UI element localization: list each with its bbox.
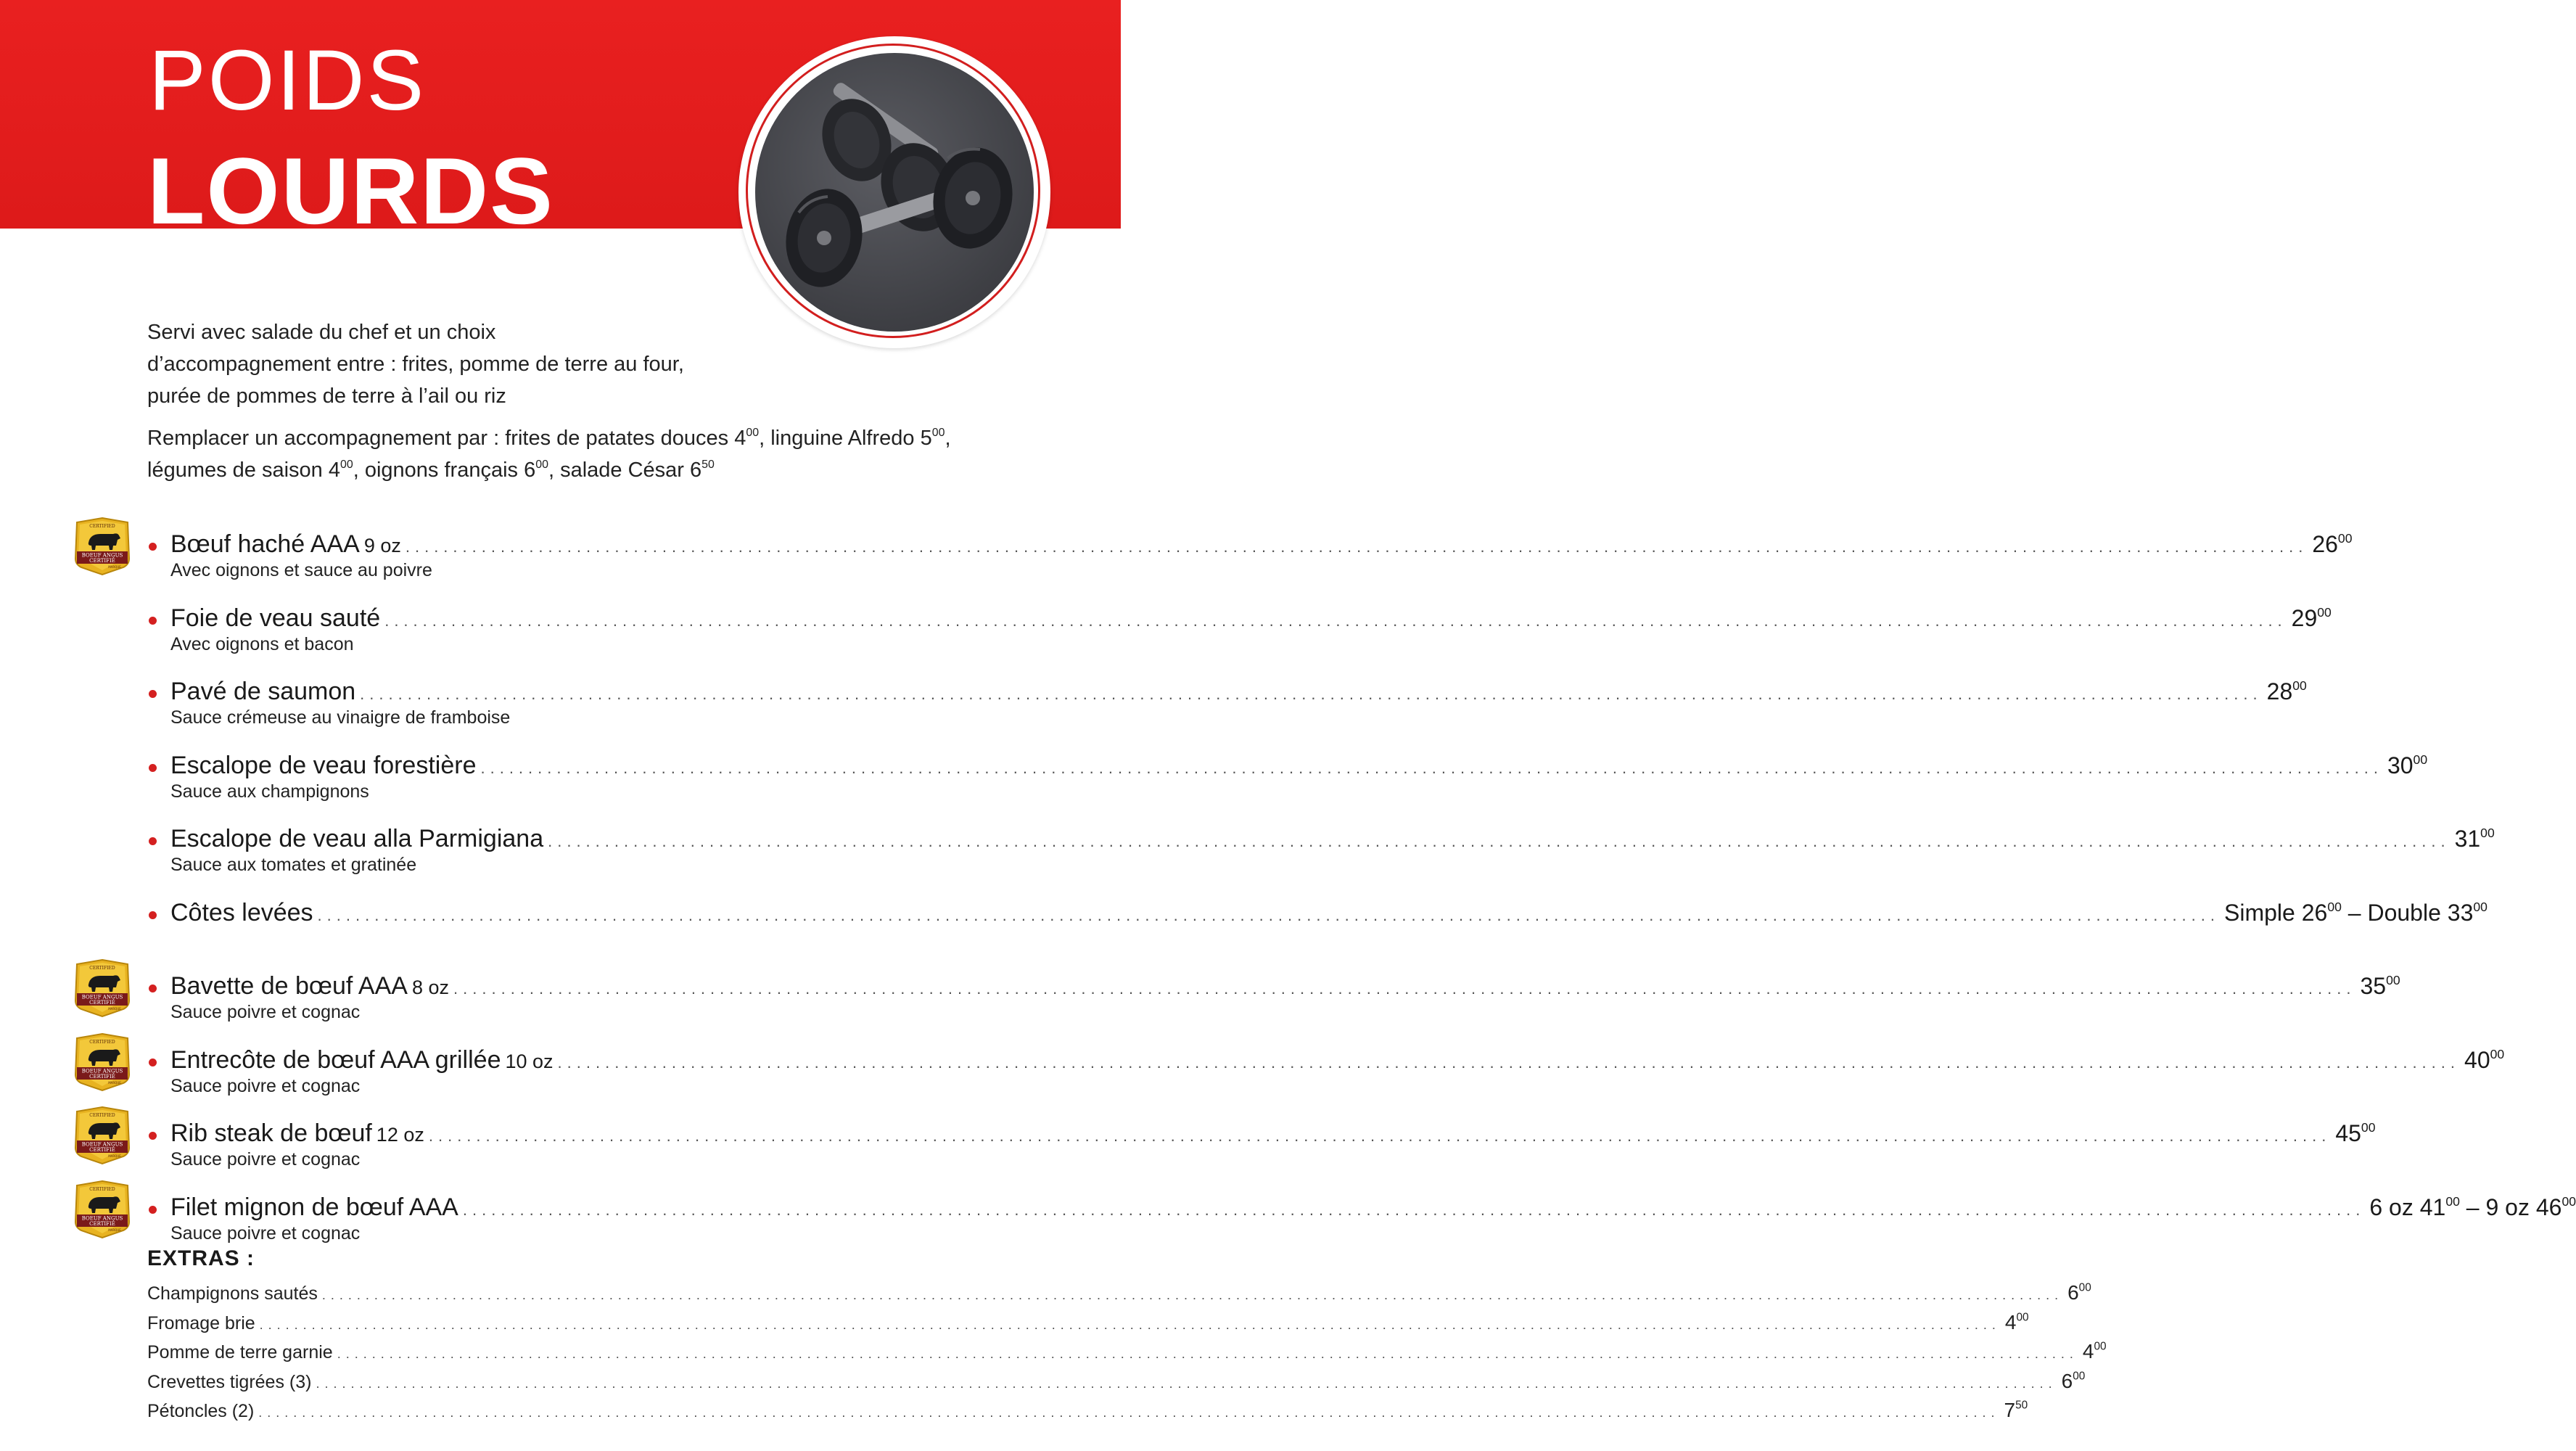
dot-leader: ........................................................................................................................................................................................................ xyxy=(453,979,2356,998)
menu-item-price: $28^{00}$ xyxy=(2266,678,2307,704)
menu-item-row xyxy=(170,602,2332,637)
menu-item-description: Avec oignons et bacon xyxy=(170,633,354,654)
bullet-icon xyxy=(149,911,157,919)
menu-item-price: $29^{00}$ xyxy=(2291,604,2332,631)
menu-item-description: Sauce poivre et cognac xyxy=(170,1149,361,1170)
extra-item-price: $4^{00}$ xyxy=(2082,1340,2107,1362)
menu-item-price: $26^{00}$ xyxy=(2312,530,2353,557)
menu-item-name: Rib steak de bœuf xyxy=(170,1119,372,1147)
menu-item-row xyxy=(170,1044,2505,1079)
bullet-icon xyxy=(149,837,157,845)
dot-leader: ........................................................................................................................................................................................................ xyxy=(360,685,2263,703)
intro-text xyxy=(147,316,982,486)
dot-leader: ........................................................................................................................................................................................................ xyxy=(557,1053,2461,1072)
svg-text:BOEUF ANGUS: BOEUF ANGUS xyxy=(81,552,123,559)
dot-leader: ........................................................................................................................................................................................................ xyxy=(548,832,2451,850)
extras-title: EXTRAS : xyxy=(147,1246,255,1270)
extra-item-price: $6^{00}$ xyxy=(2061,1369,2086,1392)
angus-certified-badge xyxy=(74,1032,131,1092)
dumbbells-photo xyxy=(738,36,1050,348)
menu-item-name: Escalope de veau forestière xyxy=(170,751,477,779)
dot-leader: ........................................................................................................................................................................................................ xyxy=(462,1200,2366,1219)
bullet-icon xyxy=(149,617,157,625)
menu-item-description: Sauce poivre et cognac xyxy=(170,1222,361,1244)
dot-leader: ........................................................................................................................................................................................................ xyxy=(321,1288,2064,1302)
dot-leader: ........................................................................................................................................................................................................ xyxy=(258,1405,2000,1420)
menu-item-row xyxy=(170,1191,2576,1226)
menu-item-name: Bœuf haché AAA xyxy=(170,530,360,558)
menu-item-row xyxy=(170,528,2353,563)
extras-list xyxy=(147,1278,2107,1426)
dot-leader: ........................................................................................................................................................................................................ xyxy=(428,1127,2332,1145)
angus-badge xyxy=(74,1106,131,1165)
dot-leader: ........................................................................................................................................................................................................ xyxy=(405,538,2308,556)
svg-text:CERTIFIED: CERTIFIED xyxy=(89,966,115,971)
menu-item-price: Simple $26^{00}$ – Double $33^{00}$ xyxy=(2224,899,2487,926)
svg-text:CERTIFIÉ: CERTIFIÉ xyxy=(89,1073,115,1080)
svg-text:BOEUF ANGUS: BOEUF ANGUS xyxy=(81,994,123,1000)
extra-item-price: $4^{00}$ xyxy=(2004,1310,2029,1333)
menu-item-description: Sauce aux tomates et gratinée xyxy=(170,855,417,875)
title-line-2: LOURDS xyxy=(147,138,554,244)
dumbbells-icon xyxy=(755,53,1034,332)
extra-item-name: Pétoncles (2) xyxy=(147,1401,255,1421)
dot-leader: ........................................................................................................................................................................................................ xyxy=(384,611,2287,630)
menu-item-price: $45^{00}$ xyxy=(2335,1119,2376,1146)
menu-item-name: Filet mignon de bœuf AAA xyxy=(170,1193,458,1221)
extra-item xyxy=(147,1396,2028,1426)
menu-item xyxy=(0,823,2495,897)
svg-text:MARQUE: MARQUE xyxy=(108,1007,121,1011)
angus-certified-badge xyxy=(74,1106,131,1165)
menu-item-description: Sauce crémeuse au vinaigre de framboise xyxy=(170,707,511,728)
bullet-icon xyxy=(149,543,157,551)
menu-item xyxy=(0,897,2487,971)
extra-item xyxy=(147,1308,2029,1338)
svg-text:CERTIFIED: CERTIFIED xyxy=(89,1186,115,1192)
dot-leader: ........................................................................................................................................................................................................ xyxy=(337,1347,2078,1361)
menu-item-size: 10 oz xyxy=(505,1050,554,1072)
menu-item-row xyxy=(170,1117,2376,1152)
menu-item-price: 6 oz $41^{00} - 9$ oz $46^{00}$ xyxy=(2369,1193,2576,1220)
dot-leader: ........................................................................................................................................................................................................ xyxy=(259,1317,2001,1332)
menu-item xyxy=(0,675,2307,749)
menu-item-price: $40^{00}$ xyxy=(2464,1046,2505,1073)
svg-text:CERTIFIÉ: CERTIFIÉ xyxy=(89,1000,115,1006)
menu-item-description: Sauce aux champignons xyxy=(170,781,369,802)
menu-item-size: 9 oz xyxy=(363,535,401,556)
menu-item-name: Pavé de saumon xyxy=(170,678,356,705)
svg-text:MARQUE: MARQUE xyxy=(108,1080,121,1085)
extra-item-name: Pomme de terre garnie xyxy=(147,1342,333,1362)
menu-item-name: Côtes levées xyxy=(170,898,313,926)
angus-certified-badge xyxy=(74,958,131,1018)
svg-text:CERTIFIED: CERTIFIED xyxy=(89,1113,115,1118)
menu-item xyxy=(0,966,2400,1044)
intro-line-3: purée de pommes de terre à l’ail ou riz xyxy=(147,385,506,408)
angus-badge xyxy=(74,958,131,1018)
menu-item xyxy=(0,524,2353,602)
angus-badge xyxy=(74,1032,131,1092)
dot-leader: ........................................................................................................................................................................................................ xyxy=(317,905,2221,924)
menu-item-description: Sauce poivre et cognac xyxy=(170,1075,361,1096)
menu-item-price: $35^{00}$ xyxy=(2360,972,2400,999)
svg-text:CERTIFIED: CERTIFIED xyxy=(89,524,115,529)
svg-text:BOEUF ANGUS: BOEUF ANGUS xyxy=(81,1141,123,1148)
extra-item-price: $6^{00}$ xyxy=(2067,1281,2091,1304)
dumbbells-image xyxy=(755,53,1034,332)
svg-text:CERTIFIÉ: CERTIFIÉ xyxy=(89,558,115,564)
menu-item-name: Escalope de veau alla Parmigiana xyxy=(170,825,544,852)
menu-item-price: $31^{00}$ xyxy=(2454,825,2495,852)
bullet-icon xyxy=(149,764,157,772)
svg-text:CERTIFIÉ: CERTIFIÉ xyxy=(89,1147,115,1153)
menu-item-price: $30^{00}$ xyxy=(2387,752,2428,778)
menu-item xyxy=(0,1039,2505,1118)
menu-item-name: Entrecôte de bœuf AAA grillée xyxy=(170,1045,501,1074)
bullet-icon xyxy=(149,1059,157,1066)
extra-item-name: Fromage brie xyxy=(147,1312,255,1333)
intro-line-2: d’accompagnement entre : frites, pomme de terre au four, xyxy=(147,353,684,376)
menu-item-name: Foie de veau sauté xyxy=(170,604,381,632)
menu-item-description: Sauce poivre et cognac xyxy=(170,1002,361,1022)
title-line-1: POIDS xyxy=(149,33,427,128)
angus-badge xyxy=(74,1180,131,1239)
bullet-icon xyxy=(149,1132,157,1140)
menu-item-size: 12 oz xyxy=(376,1124,424,1146)
svg-text:MARQUE: MARQUE xyxy=(108,565,121,569)
svg-text:CERTIFIÉ: CERTIFIÉ xyxy=(89,1220,115,1227)
menu-list xyxy=(0,524,2576,1265)
menu-item xyxy=(0,749,2428,823)
svg-text:MARQUE: MARQUE xyxy=(108,1228,121,1232)
svg-text:CERTIFIED: CERTIFIED xyxy=(89,1039,115,1045)
extra-item xyxy=(147,1278,2091,1308)
dot-leader: ........................................................................................................................................................................................................ xyxy=(480,758,2383,777)
extra-item xyxy=(147,1337,2107,1367)
bullet-icon xyxy=(149,985,157,992)
svg-text:BOEUF ANGUS: BOEUF ANGUS xyxy=(81,1215,123,1221)
substitution-text: Remplacer un accompagnement par : frites de patates douces $4^{00}$, linguine Alfredo $5^{00}$, légumes de saison $4^{00}$, oignons français $6^{00}$, salade César $6^{50}$ xyxy=(147,427,951,482)
menu-item-row xyxy=(170,823,2495,858)
menu-item-row xyxy=(170,970,2400,1005)
angus-certified-badge xyxy=(74,517,131,576)
menu-item-row xyxy=(170,675,2307,710)
menu-item xyxy=(0,1113,2376,1191)
menu-item-row xyxy=(170,897,2487,932)
angus-certified-badge xyxy=(74,1180,131,1239)
bullet-icon xyxy=(149,690,157,698)
extra-item xyxy=(147,1367,2086,1397)
bullet-icon xyxy=(149,1206,157,1214)
menu-item-name: Bavette de bœuf AAA xyxy=(170,972,408,1000)
extra-item-name: Champignons sautés xyxy=(147,1283,318,1304)
svg-text:MARQUE: MARQUE xyxy=(108,1154,121,1158)
menu-item-description: Avec oignons et sauce au poivre xyxy=(170,560,432,580)
menu-item-row xyxy=(170,749,2428,784)
intro-line-1: Servi avec salade du chef et un choix xyxy=(147,321,496,344)
menu-item-size: 8 oz xyxy=(411,977,450,998)
menu-item xyxy=(0,602,2332,676)
dot-leader: ........................................................................................................................................................................................................ xyxy=(316,1376,2057,1391)
extra-item-name: Crevettes tigrées (3) xyxy=(147,1371,312,1392)
angus-badge xyxy=(74,517,131,576)
svg-text:BOEUF ANGUS: BOEUF ANGUS xyxy=(81,1068,123,1074)
extra-item-price: $7^{50}$ xyxy=(2004,1399,2028,1421)
